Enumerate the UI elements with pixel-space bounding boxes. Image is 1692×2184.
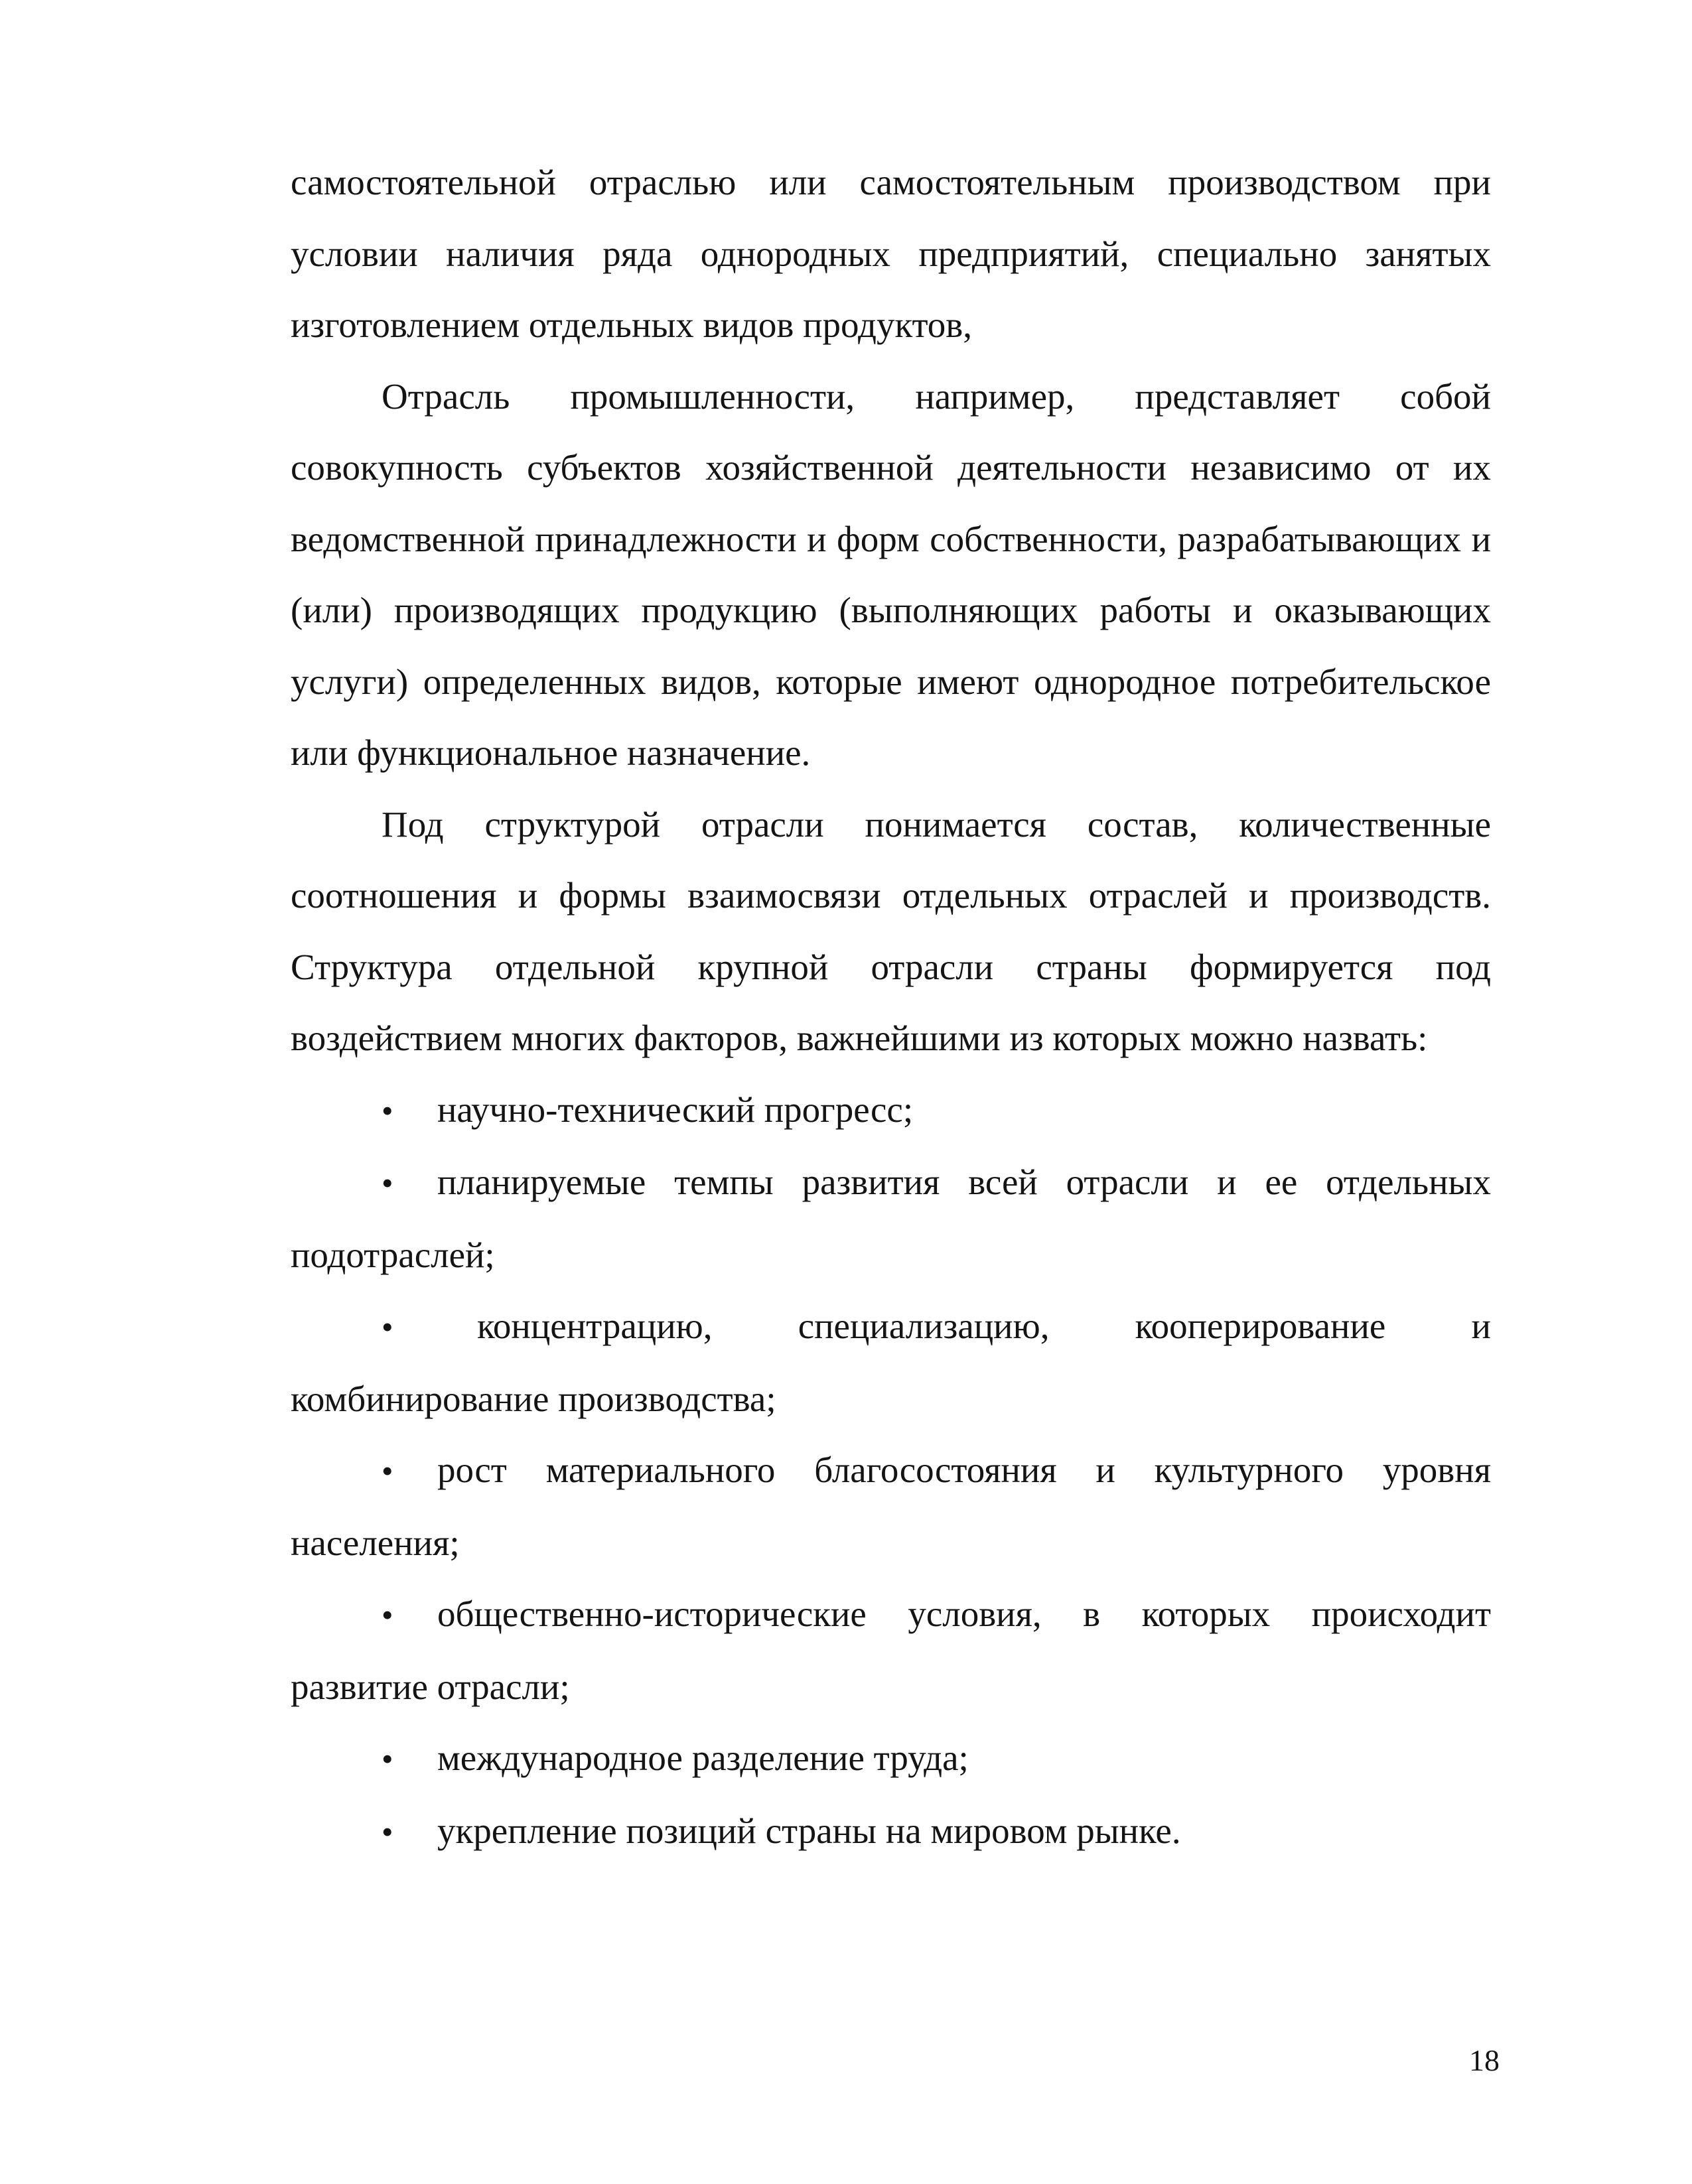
bullet-icon: • (382, 1164, 393, 1201)
list-item-text: рост материального благосостояния и культурного уровня населения; (291, 1450, 1491, 1563)
body-text (291, 147, 1491, 1868)
list-item (291, 1722, 1491, 1795)
list-item (291, 1146, 1491, 1290)
list-item (291, 1434, 1491, 1578)
bullet-icon: • (382, 1596, 393, 1633)
list-item-text: общественно-исторические условия, в которых происходит развитие отрасли; (291, 1594, 1491, 1707)
list-item (291, 1795, 1491, 1868)
list-item-text: укрепление позиций страны на мировом рынке. (437, 1810, 1181, 1851)
list-item-text: концентрацию, специализацию, кооперирование и комбинирование производства; (291, 1306, 1491, 1419)
paragraph-industry-structure: Под структурой отрасли понимается состав, количественные соотношения и формы взаимосвязи отдельных отраслей и производств. Структура отдельной крупной отрасли страны формируется под воздействием многих факторов, важнейшими из которых можно назвать: (291, 803, 1491, 1058)
bullet-icon: • (382, 1452, 393, 1489)
bullet-icon: • (382, 1740, 393, 1777)
page-number: 18 (1469, 2043, 1500, 2077)
list-item-text: международное разделение труда; (437, 1738, 969, 1778)
list-item (291, 1578, 1491, 1722)
bullet-icon: • (382, 1812, 393, 1850)
list-item-text: научно-технический прогресс; (437, 1089, 914, 1130)
paragraph-industry-definition: Отрасль промышленности, например, представляет собой совокупность субъектов хозяйственной деятельности независимо от их ведомственной принадлежности и форм собственности, разрабатывающих и (или) производящих продукцию (выполняющих работы и оказывающих услуги) определенных видов, которые имеют однородное потребительское или функциональное назначение. (291, 375, 1491, 773)
bullet-icon: • (382, 1091, 393, 1129)
paragraph-continuation: самостоятельной отраслью или самостоятельным производством при условии наличия ряда однородных предприятий, специально занятых изготовлением отдельных видов продуктов, (291, 162, 1491, 345)
bullet-icon: • (382, 1308, 393, 1345)
list-item-text: планируемые темпы развития всей отрасли и ее отдельных подотраслей; (291, 1162, 1491, 1275)
list-item (291, 1074, 1491, 1147)
list-item (291, 1290, 1491, 1434)
